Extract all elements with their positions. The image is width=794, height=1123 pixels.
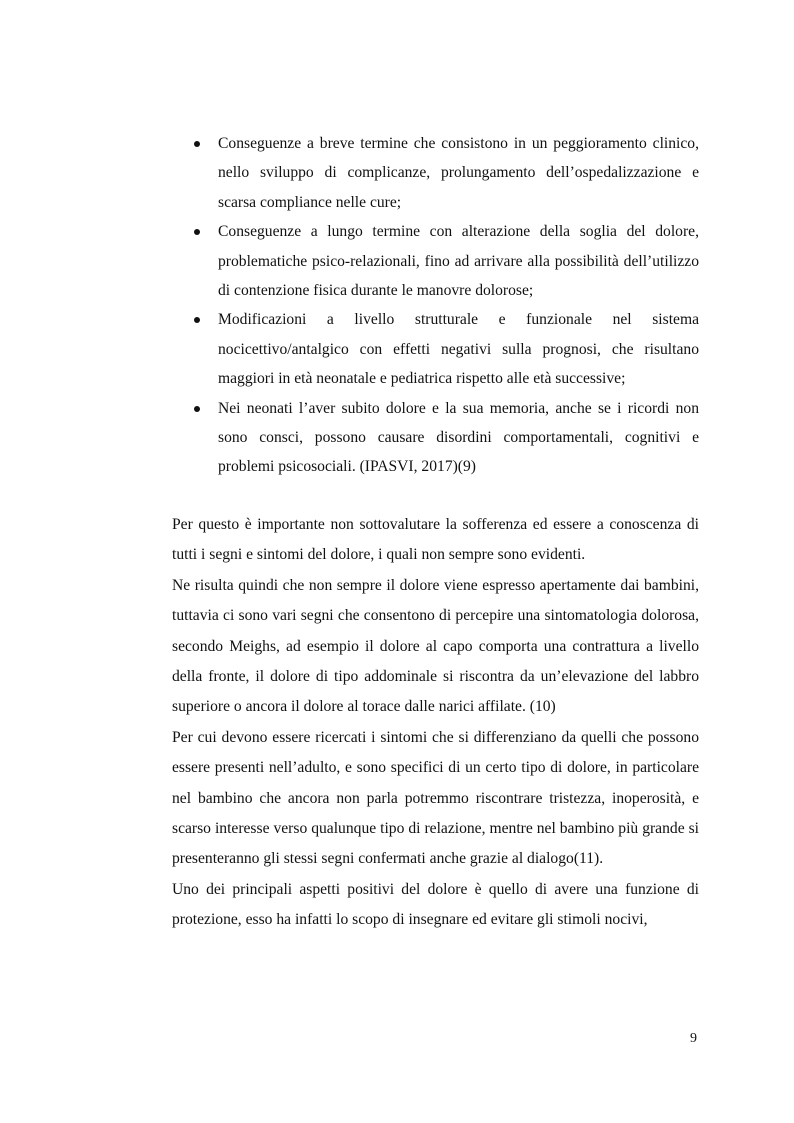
paragraph: Per questo è importante non sottovalutare la sofferenza ed essere a conoscenza di tutti i segni e sintomi del dolore, i quali non sempre sono evidenti. bbox=[172, 516, 699, 564]
paragraph: Uno dei principali aspetti positivi del dolore è quello di avere una funzione di protezione, esso ha infatti lo scopo di insegnare ed evitare gli stimoli nocivi, bbox=[172, 880, 699, 929]
body-text bbox=[172, 510, 699, 936]
bullet-item: Modificazioni a livello strutturale e funzionale nel sistema nocicettivo/antalgico con effetti negativi sulla prognosi, che risultano maggiori in età neonatale e pediatrica rispetto alle età successive; bbox=[191, 305, 699, 393]
bullet-item: Nei neonati l’aver subito dolore e la sua memoria, anche se i ricordi non sono consci, possono causare disordini comportamentali, cognitivi e problemi psicosociali. (IPASVI, 2017)(9) bbox=[191, 394, 699, 482]
page-number: 9 bbox=[690, 1031, 697, 1046]
paragraph: Per cui devono essere ricercati i sintomi che si differenziano da quelli che possono essere presenti nell’adulto, e sono specifici di un certo tipo di dolore, in particolare nel bambino che ancora non parla potremmo riscontrare tristezza, inoperosità, e scarso interesse verso qualunque tipo di relazione, mentre nel bambino più grande si presenteranno gli stessi segni confermati anche grazie al dialogo(11). bbox=[172, 728, 699, 868]
bullet-item: Conseguenze a breve termine che consistono in un peggioramento clinico, nello sviluppo di complicanze, prolungamento dell’ospedalizzazione e scarsa compliance nelle cure; bbox=[191, 129, 699, 217]
bullet-item: Conseguenze a lungo termine con alterazione della soglia del dolore, problematiche psico-relazionali, fino ad arrivare alla possibilità dell’utilizzo di contenzione fisica durante le manovre dolorose; bbox=[191, 217, 699, 305]
paragraph: Ne risulta quindi che non sempre il dolore viene espresso apertamente dai bambini, tuttavia ci sono vari segni che consentono di percepire una sintomatologia dolorosa, secondo Meighs, ad esempio il dolore al capo comporta una contrattura a livello della fronte, il dolore di tipo addominale si riscontra da un’elevazione del labbro superiore o ancora il dolore al torace dalle narici affilate. (10) bbox=[172, 576, 699, 716]
consequences-bullet-list bbox=[191, 129, 699, 482]
